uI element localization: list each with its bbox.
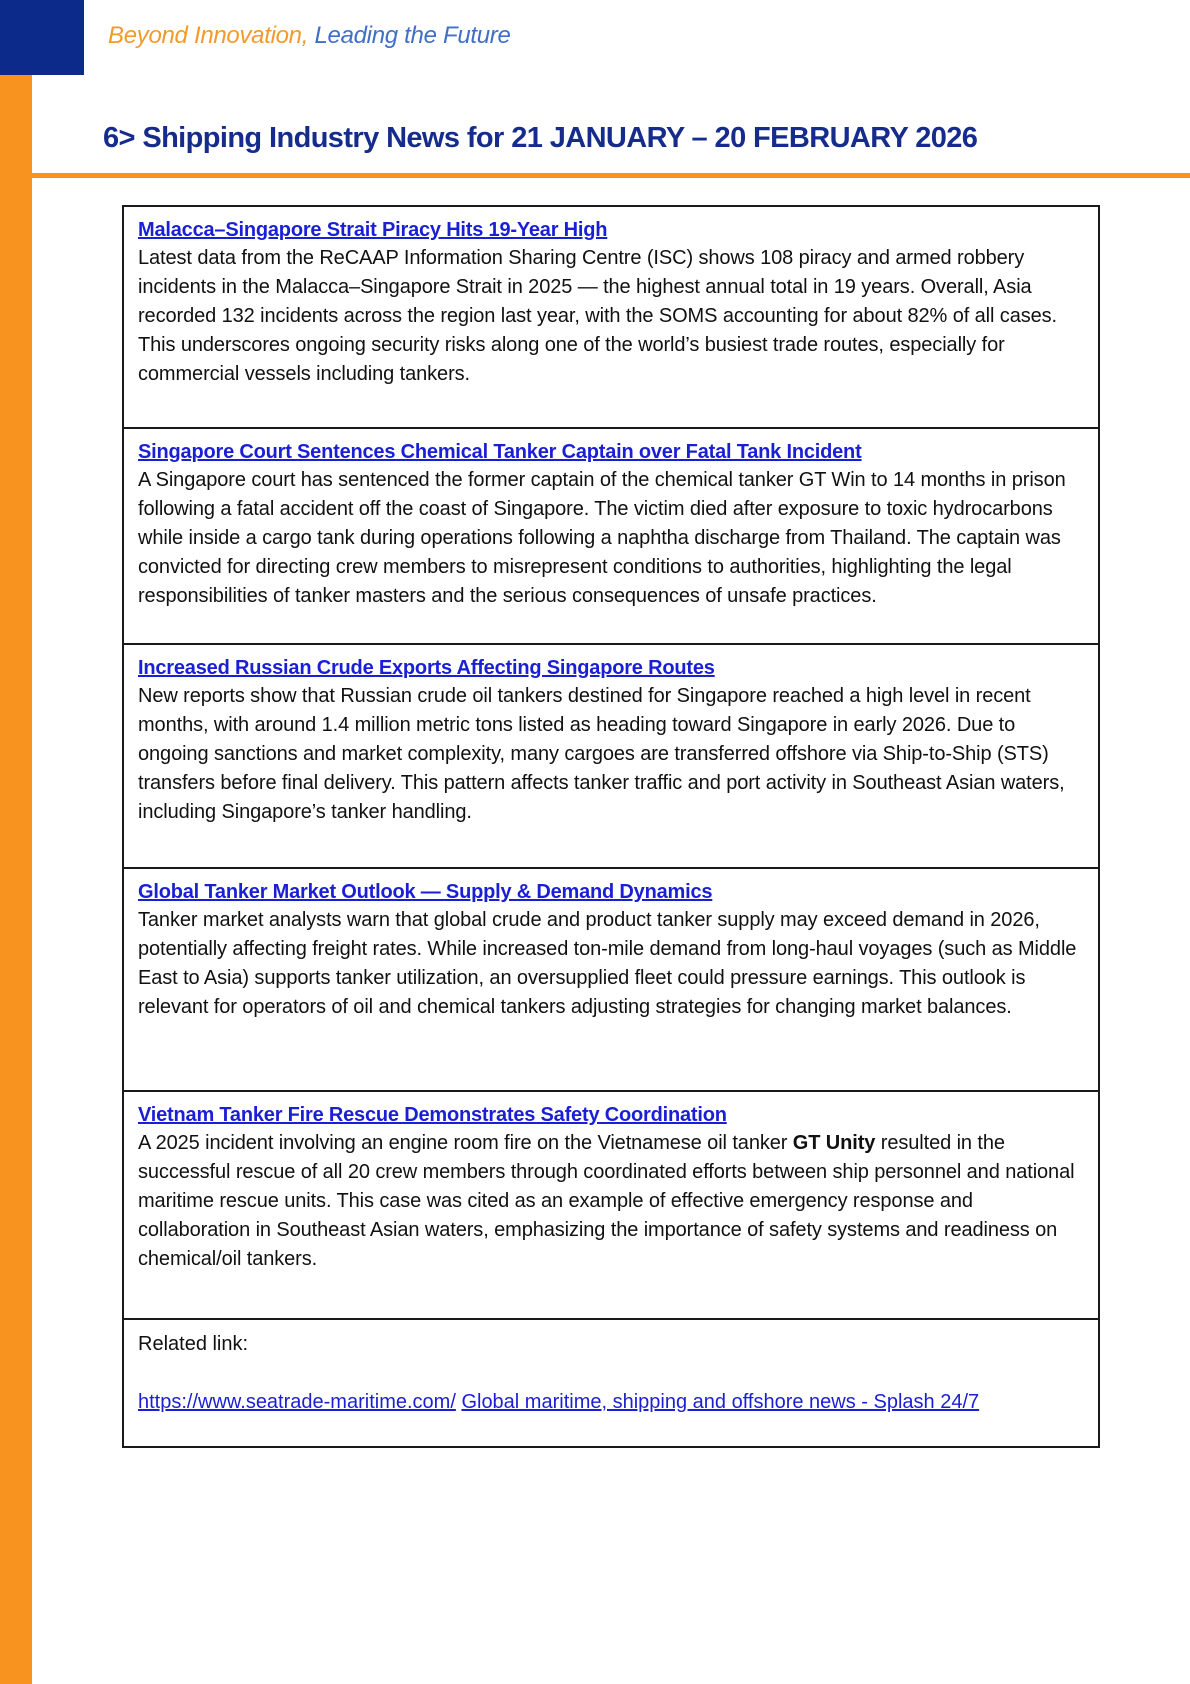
news-body: New reports show that Russian crude oil tankers destined for Singapore reached a high level in recent months, with around 1.4 million metric tons listed as heading toward Singapore in early 2026. Due to ongoing sanctions and market complexity, many cargoes are transferred offshore via Ship-to-Ship (STS) transfers before final delivery. This pattern affects tanker traffic and port activity in Southeast Asian waters, including Singapore’s tanker handling. — [138, 685, 1065, 823]
header-tagline — [108, 22, 511, 50]
navy-corner-block — [0, 0, 84, 75]
news-item-russian-crude — [124, 645, 1098, 869]
news-title-link[interactable]: Singapore Court Sentences Chemical Tanker Captain over Fatal Tank Incident — [138, 441, 862, 463]
splash247-link[interactable]: Global maritime, shipping and offshore news - Splash 24/7 — [461, 1391, 980, 1413]
seatrade-link[interactable]: https://www.seatrade-maritime.com/ — [138, 1391, 456, 1413]
news-body: Tanker market analysts warn that global crude and product tanker supply may exceed demand in 2026, potentially affecting freight rates. While increased ton-mile demand from long-haul voyages (such as Middle East to Asia) supports tanker utilization, an oversupplied fleet could pressure earnings. This outlook is relevant for operators of oil and chemical tankers adjusting strategies for changing market balances. — [138, 909, 1077, 1018]
body-text: A 2025 incident involving an engine room fire on the Vietnamese oil tanker — [138, 1132, 793, 1154]
tagline-part-1: Beyond Innovation, — [108, 22, 309, 49]
news-title-link[interactable]: Malacca–Singapore Strait Piracy Hits 19-Year High — [138, 219, 608, 241]
related-links-row — [124, 1320, 1098, 1446]
related-label: Related link: — [138, 1333, 249, 1355]
news-title-link[interactable]: Vietnam Tanker Fire Rescue Demonstrates Safety Coordination — [138, 1104, 727, 1126]
news-title-link[interactable]: Global Tanker Market Outlook — Supply & Demand Dynamics — [138, 881, 713, 903]
related-links — [138, 1388, 1084, 1417]
title-divider — [32, 173, 1190, 178]
news-item-piracy — [124, 207, 1098, 429]
news-body: Latest data from the ReCAAP Information Sharing Centre (ISC) shows 108 piracy and armed robbery incidents in the Malacca–Singapore Strait in 2025 — the highest annual total in 19 years. Overall, Asia recorded 132 incidents across the region last year, with the SOMS accounting for about 82% of all cases. This underscores ongoing security risks along one of the world’s busiest trade routes, especially for commercial vessels including tankers. — [138, 247, 1058, 385]
body-text: resulted in the successful rescue of all 20 crew members through coordinated efforts between ship personnel and national maritime rescue units. This case was cited as an example of effective emergency response and collaboration in Southeast Asian waters, emphasizing the importance of safety systems and readiness on chemical/oil tankers. — [138, 1132, 1075, 1270]
news-item-court-sentence — [124, 429, 1098, 645]
news-table — [122, 205, 1100, 1448]
news-body — [138, 1129, 1084, 1274]
orange-side-bar — [0, 0, 32, 1684]
news-title-link[interactable]: Increased Russian Crude Exports Affecting Singapore Routes — [138, 657, 715, 679]
tagline-part-2: Leading the Future — [314, 22, 511, 49]
news-item-market-outlook — [124, 869, 1098, 1092]
vessel-name: GT Unity — [792, 1132, 876, 1154]
news-body: A Singapore court has sentenced the former captain of the chemical tanker GT Win to 14 months in prison following a fatal accident off the coast of Singapore. The victim died after exposure to toxic hydrocarbons while inside a cargo tank during operations following a naphtha discharge from Thailand. The captain was convicted for directing crew members to misrepresent conditions to authorities, highlighting the legal responsibilities of tanker masters and the serious consequences of unsafe practices. — [138, 469, 1066, 607]
news-item-fire-rescue — [124, 1092, 1098, 1320]
section-title: 6> Shipping Industry News for 21 JANUARY – 20 FEBRUARY 2026 — [103, 122, 978, 154]
